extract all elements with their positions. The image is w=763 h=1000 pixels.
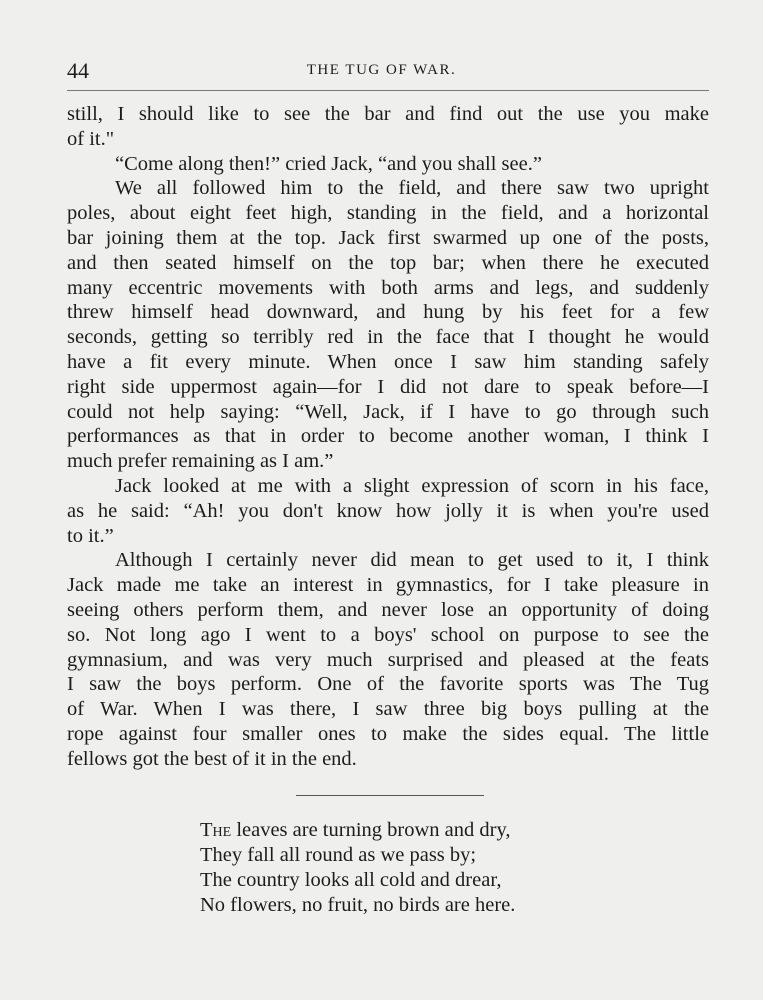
text-line: right side uppermost again—for I did not dare to speak before—I (67, 375, 709, 398)
poem (200, 818, 515, 918)
text-line: seeing others perform them, and never lose an opportunity of doing (67, 598, 709, 621)
text-line: of it." (67, 127, 115, 150)
text-line: bar joining them at the top. Jack first swarmed up one of the posts, (67, 226, 709, 249)
section-separator (296, 795, 484, 796)
text-line: Jack looked at me with a slight expression of scorn in his face, (115, 474, 709, 497)
prose-body (67, 102, 709, 772)
text-line: We all followed him to the field, and there saw two upright (115, 177, 709, 200)
text-line: fellows got the best of it in the end. (67, 747, 357, 770)
text-line: gymnasium, and was very much surprised and pleased at the feats (67, 648, 709, 671)
text-line: much prefer remaining as I am.” (67, 450, 334, 473)
text-line: still, I should like to see the bar and find out the use you make (67, 103, 709, 125)
poem-line-text: leaves are turning brown and dry, (231, 819, 511, 841)
text-line: “Come along then!” cried Jack, “and you shall see.” (115, 152, 542, 175)
page-number: 44 (67, 58, 89, 83)
text-line: of War. When I was there, I saw three big boys pulling at the (67, 698, 709, 721)
text-line: poles, about eight feet high, standing in the field, and a horizontal (67, 202, 709, 225)
text-line: seconds, getting so terribly red in the face that I thought he would (67, 326, 709, 349)
poem-line: The country looks all cold and drear, (200, 869, 502, 891)
poem-line: They fall all round as we pass by; (200, 844, 477, 866)
poem-line (200, 818, 515, 843)
running-title: THE TUG OF WAR. (306, 62, 457, 78)
text-line: rope against four smaller ones to make the sides equal. The little (67, 722, 709, 745)
header-rule (67, 90, 709, 91)
text-line: to it.” (67, 524, 114, 547)
text-line: and then seated himself on the top bar; when there he executed (67, 251, 709, 274)
poem-first-word: The (200, 819, 232, 841)
text-line: could not help saying: “Well, Jack, if I have to go through such (67, 400, 709, 423)
text-line: performances as that in order to become another woman, I think I (67, 425, 709, 448)
text-line: threw himself head downward, and hung by his feet for a few (67, 301, 709, 324)
poem-line: No flowers, no fruit, no birds are here. (200, 894, 516, 916)
text-line: so. Not long ago I went to a boys' school on purpose to see the (67, 623, 709, 646)
text-line: as he said: “Ah! you don't know how jolly it is when you're used (67, 499, 709, 522)
text-line: Although I certainly never did mean to get used to it, I think (115, 549, 709, 572)
text-line: have a fit every minute. When once I saw him standing safely (67, 350, 709, 373)
text-line: I saw the boys perform. One of the favorite sports was The Tug (67, 673, 709, 696)
text-line: Jack made me take an interest in gymnastics, for I take pleasure in (67, 574, 709, 597)
text-line: many eccentric movements with both arms and legs, and suddenly (67, 276, 709, 299)
